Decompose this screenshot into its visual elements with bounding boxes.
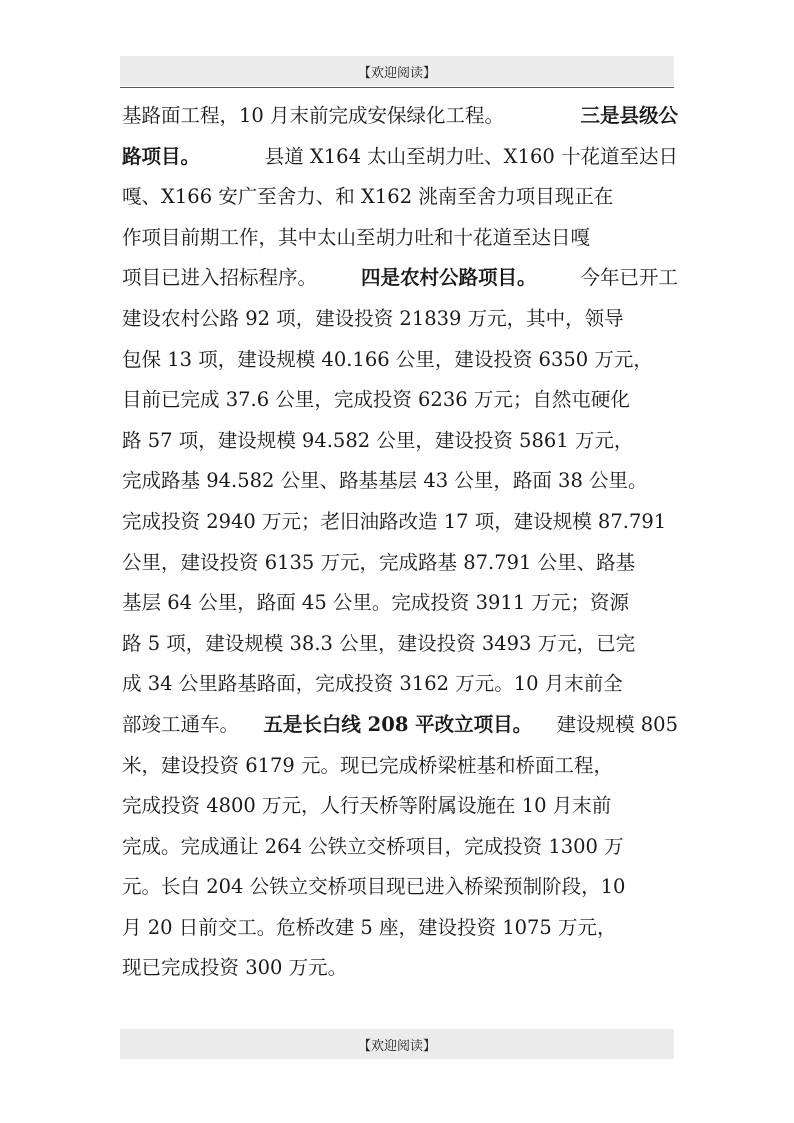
- body-text-segment: 嘎、X166 安广至舍力、和 X162 洮南至舍力项目现正在: [122, 185, 614, 209]
- text-line: [122, 96, 678, 137]
- text-line: [122, 543, 678, 584]
- body-text-segment: 完成。完成通让 264 公铁立交桥项目，完成投资 1300 万: [122, 834, 624, 858]
- body-text-segment: 完成投资 2940 万元；老旧油路改造 17 项，建设规模 87.791: [122, 509, 667, 533]
- text-line: [122, 948, 678, 989]
- text-line: [122, 258, 678, 299]
- body-text-segment: 元。长白 204 公铁立交桥项目现已进入桥梁预制阶段，10: [122, 875, 626, 899]
- text-line: [122, 705, 678, 746]
- text-line: [122, 786, 678, 827]
- document-body: [122, 96, 678, 989]
- text-line: [122, 218, 678, 259]
- body-text-segment: 作项目前期工作，其中太山至胡力吐和十花道至达日嘎: [122, 225, 591, 249]
- body-text-segment: 月 20 日前交工。危桥改建 5 座，建设投资 1075 万元，: [122, 915, 617, 939]
- text-line: [122, 299, 678, 340]
- footer-banner: 【欢迎阅读】: [120, 1029, 674, 1059]
- body-text-segment: 完成投资 4800 万元，人行天桥等附属设施在 10 月末前: [122, 794, 612, 818]
- body-text-segment: 路 57 项，建设规模 94.582 公里，建设投资 5861 万元，: [122, 428, 634, 452]
- text-line: [122, 380, 678, 421]
- text-line: [122, 340, 678, 381]
- body-text-segment: 路 5 项，建设规模 38.3 公里，建设投资 3493 万元，已完: [122, 631, 636, 655]
- text-line: [122, 177, 678, 218]
- text-line: [122, 502, 678, 543]
- header-divider: [120, 87, 674, 88]
- header-banner: 【欢迎阅读】: [120, 56, 674, 86]
- text-line: [122, 827, 678, 868]
- bold-heading-text: 四是农村公路项目。: [360, 266, 537, 290]
- body-text-segment: 目前已完成 37.6 公里，完成投资 6236 万元；自然屯硬化: [122, 388, 630, 412]
- text-line: [122, 746, 678, 787]
- body-text-segment: 完成路基 94.582 公里、路基基层 43 公里，路面 38 公里。: [122, 469, 648, 493]
- body-text-segment: 基路面工程，10 月末前完成安保绿化工程。: [122, 104, 505, 127]
- text-line: [122, 421, 678, 462]
- body-text-segment: 今年已开工: [580, 266, 678, 290]
- text-line: [122, 867, 678, 908]
- text-line: [122, 461, 678, 502]
- body-text-segment: 成 34 公里路基路面，完成投资 3162 万元。10 月末前全: [122, 672, 623, 696]
- bold-heading-text: 路项目。: [122, 144, 201, 168]
- text-line: [122, 583, 678, 624]
- text-line: [122, 624, 678, 665]
- body-text-segment: 米，建设投资 6179 元。现已完成桥梁桩基和桥面工程，: [122, 753, 614, 777]
- body-text-segment: 公里，建设投资 6135 万元，完成路基 87.791 公里、路基: [122, 550, 636, 574]
- body-text-segment: 项目已进入招标程序。: [122, 266, 318, 290]
- body-text-segment: 现已完成投资 300 万元。: [122, 956, 348, 980]
- bold-heading-text: 五是长白线 208 平改立项目。: [263, 712, 533, 736]
- bold-heading-text: 三是县级公: [580, 104, 678, 127]
- body-text-segment: 包保 13 项，建设规模 40.166 公里，建设投资 6350 万元，: [122, 347, 653, 371]
- body-text-segment: 部竣工通车。: [122, 712, 240, 736]
- body-text-segment: 建设农村公路 92 项，建设投资 21839 万元，其中，领导: [122, 306, 624, 330]
- text-line: [122, 664, 678, 705]
- body-text-segment: 县道 X164 太山至胡力吐、X160 十花道至达日: [264, 144, 678, 168]
- text-line: [122, 908, 678, 949]
- body-text-segment: 基层 64 公里，路面 45 公里。完成投资 3911 万元；资源: [122, 591, 629, 615]
- body-text-segment: 建设规模 805: [556, 712, 678, 736]
- text-line: [122, 137, 678, 178]
